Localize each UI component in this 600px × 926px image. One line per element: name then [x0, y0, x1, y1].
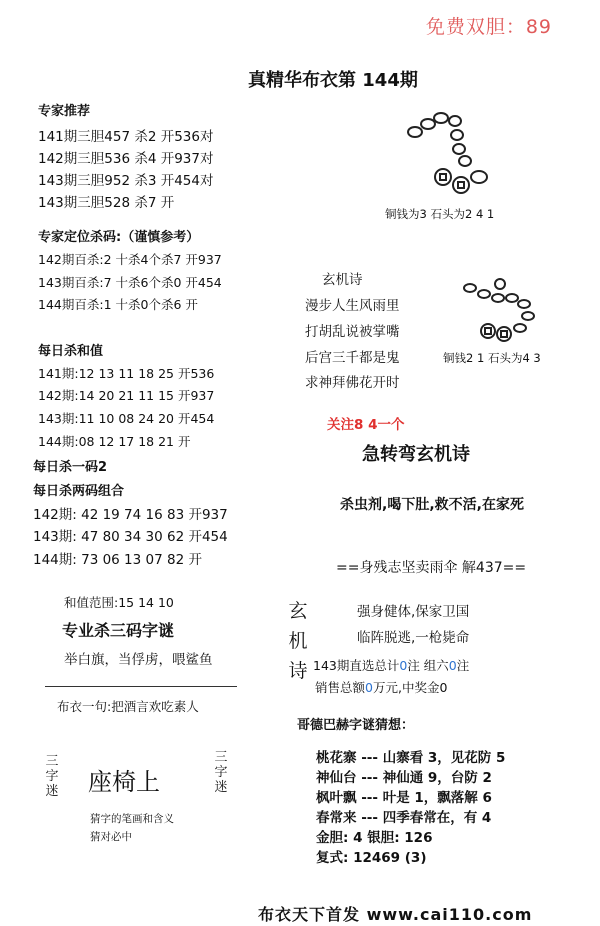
- three-char-label-right: 三 字 迷: [214, 750, 228, 795]
- kill-three-title: 专业杀三码字谜: [62, 621, 175, 640]
- goldbach-line: 金胆: 4 银胆: 126: [316, 830, 433, 846]
- page-title: 真精华布衣第 144期: [248, 70, 418, 91]
- goldbach-line: 枫叶飘 --- 叶是 1，飘落解 6: [316, 790, 492, 806]
- three-char-label-left: 三 字 迷: [45, 754, 59, 799]
- footer-source: 布衣天下首发 www.cai110.com: [258, 905, 533, 924]
- mystic-poem-line: 求神拜佛花开时: [305, 375, 400, 391]
- sum-range: 和值范围:15 14 10: [64, 595, 174, 610]
- position-kill-heading: 专家定位杀码:（谨慎参考）: [38, 230, 200, 245]
- sum-kill-heading: 每日杀和值: [38, 344, 104, 359]
- body-riddle-line: ==身残志坚卖雨伞 解437==: [336, 560, 527, 576]
- xuanji-vertical-label: 玄 机 诗: [288, 600, 308, 682]
- coins-caption-2: 铜钱2 1 石头为4 3: [443, 351, 541, 365]
- goldbach-line: 桃花寨 --- 山寨看 3，见花防 5: [316, 750, 506, 766]
- position-kill-line: 143期百杀:7 十杀6个杀0 开454: [38, 275, 222, 290]
- coins-stones-illustration: [395, 105, 505, 201]
- sharp-turn-line: 杀虫剂,喝下肚,救不活,在家死: [340, 497, 524, 513]
- mystic-poem-line: 后宫三千都是鬼: [305, 350, 400, 366]
- coins-caption: 铜钱为3 石头为2 4 1: [385, 207, 495, 221]
- riddle-hint: 猜字的笔画和含义: [90, 813, 174, 825]
- sales-stats-line-2: 销售总额0万元,中奖金0: [315, 680, 448, 695]
- goldbach-line: 复式: 12469 (3): [316, 850, 427, 866]
- riddle-word: 座椅上: [88, 768, 160, 796]
- free-double-banner: 免费双胆：89: [425, 16, 552, 38]
- goldbach-line: 春常来 --- 四季春常在，有 4: [316, 810, 492, 826]
- coins-stones-illustration-2: [458, 276, 558, 346]
- riddle-hint: 猜对必中: [90, 831, 132, 843]
- xuanji-line: 临阵脱逃,一枪毙命: [357, 630, 470, 646]
- sharp-turn-title: 急转弯玄机诗: [362, 444, 470, 465]
- position-kill-line: 144期百杀:1 十杀0个杀6 开: [38, 297, 198, 312]
- section-divider: [45, 686, 237, 687]
- follow-note: 关注8 4一个: [327, 417, 405, 433]
- mystic-poem-line: 打胡乱说被掌嘴: [305, 324, 400, 340]
- kill-two-heading: 每日杀两码组合: [33, 484, 125, 499]
- kill-two-line: 144期: 73 06 13 07 82 开: [33, 552, 202, 568]
- sum-kill-line: 142期:14 20 21 11 15 开937: [38, 388, 215, 403]
- expert-line: 141期三胆457 杀2 开536对: [38, 129, 214, 145]
- sum-kill-line: 144期:08 12 17 18 21 开: [38, 434, 191, 449]
- expert-line: 142期三胆536 杀4 开937对: [38, 151, 214, 167]
- xuanji-line: 强身健体,保家卫国: [357, 604, 470, 620]
- sales-stats-line-1: 143期直选总计0注 组六0注: [313, 658, 470, 673]
- mystic-poem-line: 漫步人生风雨里: [305, 298, 400, 314]
- kill-three-riddle: 举白旗，当俘虏，喂鲨鱼: [64, 652, 213, 668]
- kill-two-line: 142期: 42 19 74 16 83 开937: [33, 507, 228, 523]
- goldbach-line: 神仙台 --- 神仙通 9，台防 2: [316, 770, 492, 786]
- position-kill-line: 142期百杀:2 十杀4个杀7 开937: [38, 252, 222, 267]
- sum-kill-line: 141期:12 13 11 18 25 开536: [38, 366, 215, 381]
- expert-line: 143期三胆528 杀7 开: [38, 195, 175, 211]
- expert-line: 143期三胆952 杀3 开454对: [38, 173, 214, 189]
- sum-kill-line: 143期:11 10 08 24 20 开454: [38, 411, 215, 426]
- mystic-poem-heading: 玄机诗: [322, 272, 363, 288]
- kill-one-code: 每日杀一码2: [33, 460, 108, 475]
- bu-yi-saying: 布衣一句:把酒言欢吃素人: [57, 699, 199, 714]
- expert-heading: 专家推荐: [38, 104, 91, 119]
- kill-two-line: 143期: 47 80 34 30 62 开454: [33, 529, 228, 545]
- goldbach-heading: 哥德巴赫字谜猜想：: [297, 718, 415, 733]
